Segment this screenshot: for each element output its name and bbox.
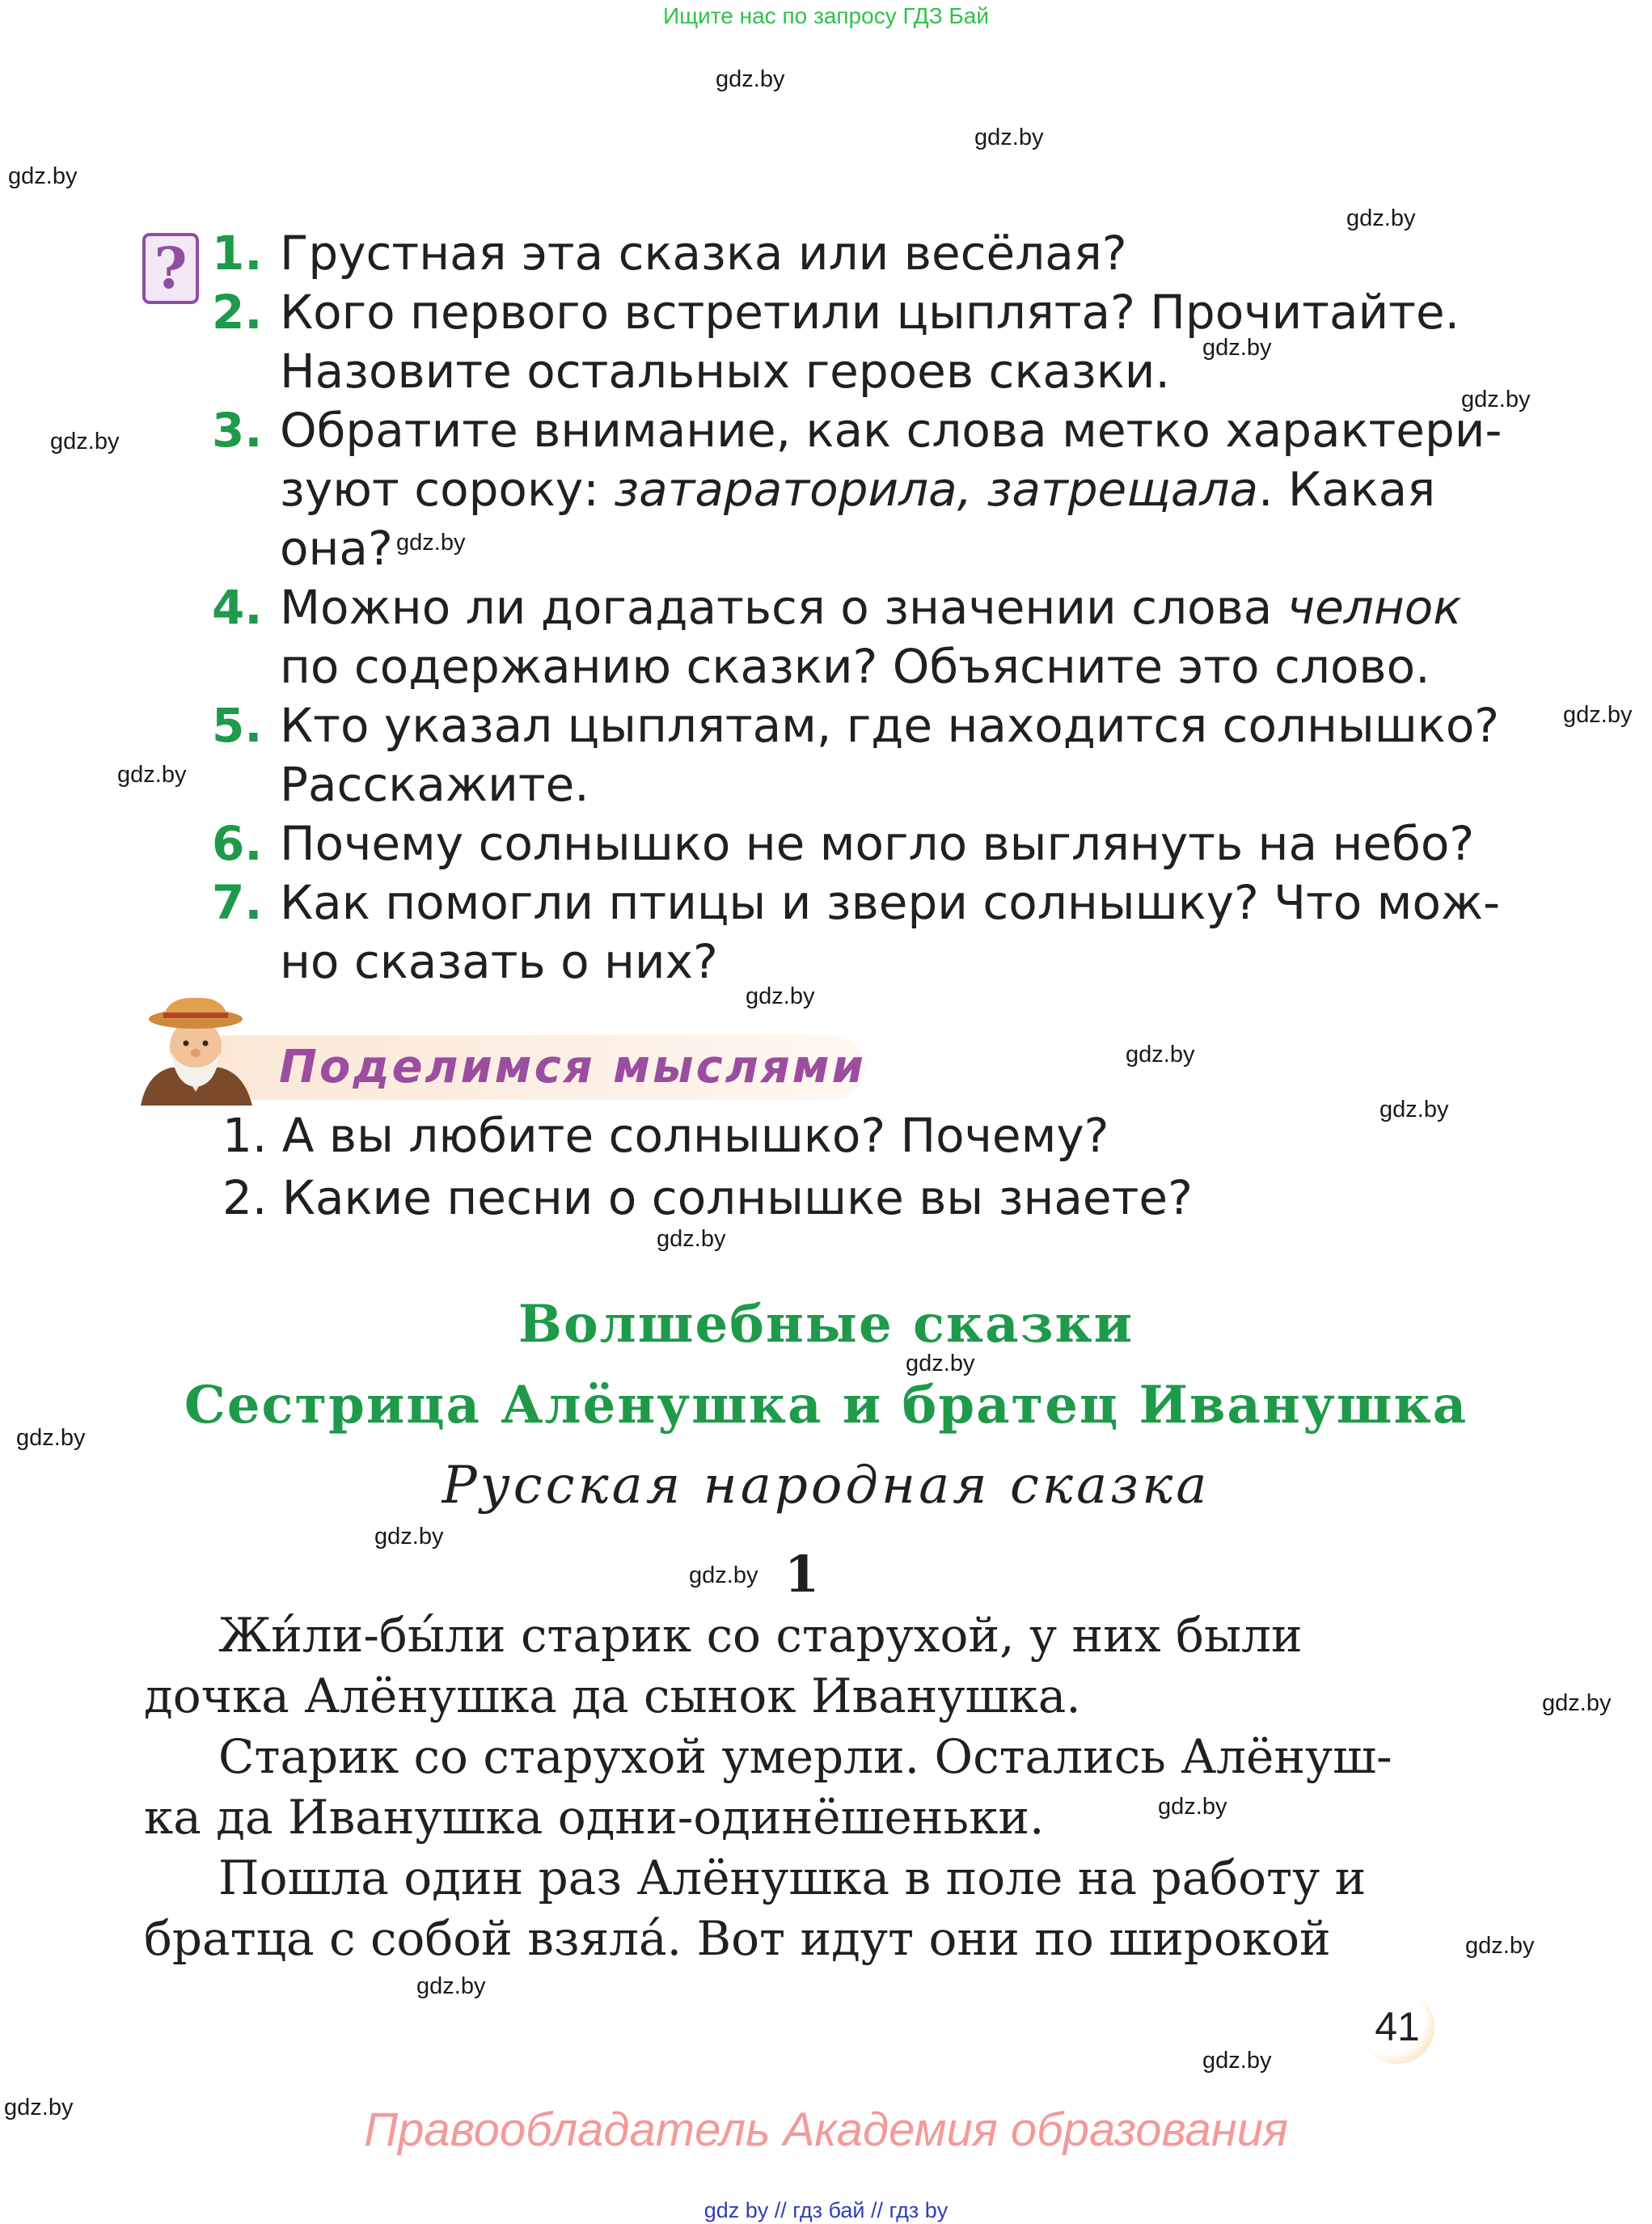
top-banner: Ищите нас по запросу ГДЗ Бай <box>662 3 990 28</box>
question-text: Обратите внимание, как слова метко характери- <box>280 403 1502 458</box>
question-text: по содержанию сказки? Объясните это слово. <box>280 639 1430 694</box>
watermark: gdz.by <box>974 125 1044 150</box>
watermark: gdz.by <box>1126 1042 1195 1068</box>
watermark: gdz.by <box>8 163 78 189</box>
story-line: Жи́ли-бы́ли старик со старухой, у них были <box>218 1608 1303 1663</box>
share-item: 2. Какие песни о солнышке вы знаете? <box>222 1170 1193 1225</box>
story-line: ка да Иванушка одни-одинёшеньки. <box>144 1790 1045 1845</box>
question-text-line <box>280 578 1461 637</box>
watermark: gdz.by <box>689 1562 758 1588</box>
question-number: 1. <box>212 226 263 281</box>
question-text: Грустная эта сказка или весёлая? <box>280 226 1127 281</box>
text-segment: зуют сороку: <box>280 462 615 517</box>
old-man-illustration <box>139 996 252 1106</box>
question-text: Как помогли птицы и звери солнышку? Что мож- <box>280 875 1501 930</box>
question-text-line <box>280 460 1435 519</box>
watermark: gdz.by <box>746 983 815 1009</box>
text-segment: . Какая <box>1258 462 1436 517</box>
story-subtitle: Русская народная сказка <box>442 1456 1210 1516</box>
question-number: 6. <box>212 816 263 871</box>
story-line: Пошла один раз Алёнушка в поле на работу и <box>218 1850 1367 1905</box>
watermark: gdz.by <box>1465 1933 1535 1959</box>
bottom-links[interactable]: gdz by // гдз бай // гдз by <box>703 2198 949 2222</box>
part-number: 1 <box>784 1545 820 1604</box>
story-line: дочка Алёнушка да сынок Иванушка. <box>144 1668 1081 1723</box>
share-item: 1. А вы любите солнышко? Почему? <box>222 1108 1109 1163</box>
watermark: gdz.by <box>416 1973 486 1999</box>
watermark: gdz.by <box>1461 387 1531 412</box>
question-number: 2. <box>212 285 263 340</box>
watermark: gdz.by <box>1379 1097 1449 1123</box>
question-text: Кто указал цыплятам, где находится солнышко? <box>280 698 1500 753</box>
question-text: но сказать о них? <box>280 934 718 989</box>
watermark: gdz.by <box>1202 335 1272 361</box>
question-text: Назовите остальных героев сказки. <box>280 344 1170 399</box>
question-mark-icon: ? <box>142 233 199 304</box>
question-number: 3. <box>212 403 263 458</box>
watermark: gdz.by <box>117 762 187 788</box>
italic-text: затараторила, затрещала <box>614 462 1259 517</box>
question-number: 7. <box>212 875 263 930</box>
story-title: Сестрица Алёнушка и братец Иванушка <box>184 1375 1468 1435</box>
watermark: gdz.by <box>374 1524 444 1550</box>
question-text: Расскажите. <box>280 757 589 812</box>
watermark: gdz.by <box>716 66 785 92</box>
story-line: Старик со старухой умерли. Остались Алёнуш- <box>218 1729 1392 1784</box>
watermark: gdz.by <box>1563 702 1633 728</box>
page-number: 41 <box>1360 1989 1434 2064</box>
question-text: она? <box>280 521 393 576</box>
story-line: братца с собой взяла́. Вот идут они по широкой <box>144 1911 1331 1966</box>
watermark: gdz.by <box>1542 1690 1612 1716</box>
watermark: gdz.by <box>1346 205 1416 231</box>
watermark: gdz.by <box>657 1226 726 1252</box>
italic-text: челнок <box>1287 580 1462 635</box>
watermark: gdz.by <box>396 530 466 556</box>
watermark: gdz.by <box>906 1351 975 1376</box>
watermark: gdz.by <box>50 429 120 455</box>
copyright-notice: Правообладатель Академия образования <box>364 2103 1288 2156</box>
watermark: gdz.by <box>1158 1794 1227 1820</box>
share-thoughts-title: Поделимся мыслями <box>279 1041 866 1093</box>
question-text: Кого первого встретили цыплята? Прочитайте. <box>280 285 1460 340</box>
watermark: gdz.by <box>1202 2048 1272 2074</box>
text-segment: Можно ли догадаться о значении слова <box>280 580 1287 635</box>
watermark: gdz.by <box>16 1425 86 1451</box>
watermark: gdz.by <box>4 2095 74 2120</box>
question-text: Почему солнышко не могло выглянуть на небо? <box>280 816 1475 871</box>
question-number: 4. <box>212 580 263 635</box>
section-title: Волшебные сказки <box>518 1294 1134 1355</box>
question-number: 5. <box>212 698 263 753</box>
